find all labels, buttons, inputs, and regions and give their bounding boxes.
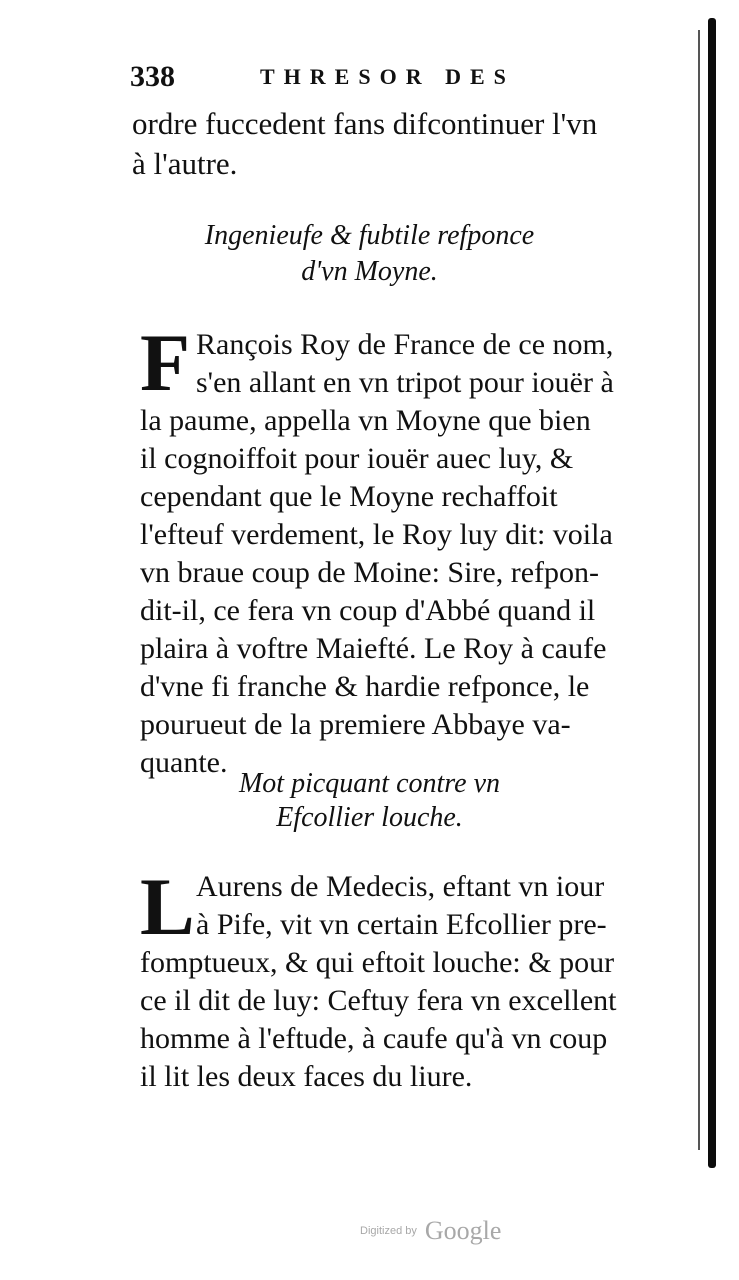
paragraph-line: l'efteuf verdement, le Roy luy dit: voila bbox=[140, 518, 613, 551]
paragraph-line: à Pife, vit vn certain Efcollier pre- bbox=[196, 908, 607, 941]
section-heading: Efcollier louche. bbox=[276, 802, 463, 833]
paragraph-line: plaira à voftre Maiefté. Le Roy à caufe bbox=[140, 632, 607, 665]
drop-cap: L bbox=[140, 861, 195, 952]
paragraph-line: il cognoiffoit pour iouër auec luy, & bbox=[140, 442, 574, 475]
google-logo: Google bbox=[424, 1216, 502, 1245]
paragraph-line: il lit les deux faces du liure. bbox=[140, 1060, 473, 1093]
continuation-line: à l'autre. bbox=[132, 146, 238, 181]
continuation-line: ordre fuccedent fans difcontinuer l'vn bbox=[132, 106, 598, 141]
section-heading: d'vn Moyne. bbox=[301, 256, 438, 287]
section-heading: Ingenieufe & fubtile refponce bbox=[204, 220, 535, 251]
binding-edge bbox=[708, 18, 716, 1168]
paragraph-line: fomptueux, & qui eftoit louche: & pour bbox=[140, 946, 615, 979]
paragraph-line: d'vne fi franche & hardie refponce, le bbox=[140, 670, 590, 703]
paragraph-line: s'en allant en vn tripot pour iouër à bbox=[196, 366, 614, 399]
paragraph-line: quante. bbox=[140, 746, 228, 779]
paragraph-line: Aurens de Medecis, eftant vn iour bbox=[196, 870, 605, 903]
binding-edge-shadow bbox=[698, 30, 700, 1150]
paragraph-line: pourueut de la premiere Abbaye va- bbox=[140, 708, 571, 741]
paragraph-line: cependant que le Moyne rechaffoit bbox=[140, 480, 558, 513]
running-title: THRESOR DES bbox=[260, 64, 515, 89]
running-head bbox=[130, 60, 670, 100]
page-number: 338 bbox=[130, 60, 175, 93]
digitized-watermark bbox=[360, 1216, 501, 1246]
paragraph-line: vn braue coup de Moine: Sire, refpon- bbox=[140, 556, 600, 589]
paragraph-line: dit-il, ce fera vn coup d'Abbé quand il bbox=[140, 594, 596, 627]
drop-cap: F bbox=[140, 317, 191, 408]
paragraph-line: Rançois Roy de France de ce nom, bbox=[196, 328, 614, 361]
paragraph-line: ce il dit de luy: Ceftuy fera vn excellent bbox=[140, 984, 617, 1017]
section-heading: Mot picquant contre vn bbox=[238, 768, 500, 799]
paragraph-line: la paume, appella vn Moyne que bien bbox=[140, 404, 591, 437]
paragraph-line: homme à l'eftude, à caufe qu'à vn coup bbox=[140, 1022, 608, 1055]
digitized-label: Digitized by bbox=[360, 1225, 417, 1237]
